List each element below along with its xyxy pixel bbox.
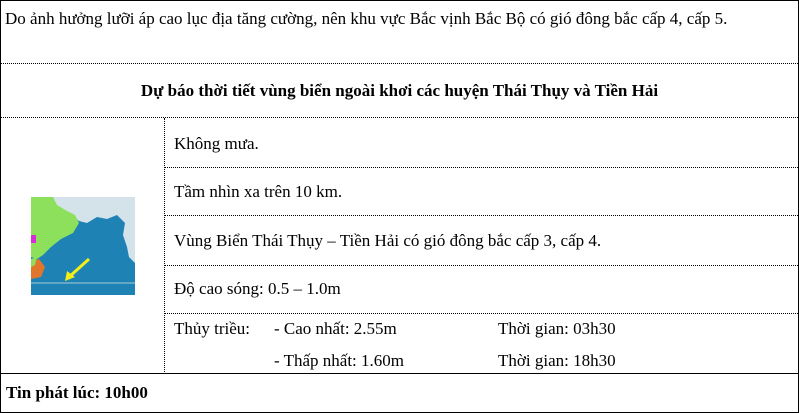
rain-text: Không mưa. (174, 134, 259, 153)
forecast-body (1, 117, 798, 374)
wave-height-text: Độ cao sóng: 0.5 – 1.0m (165, 265, 798, 299)
tide-high-label: - Cao nhất: 2.55m (274, 319, 397, 338)
tide-low-time: Thời gian: 18h30 (498, 351, 616, 370)
forecast-title: Dự báo thời tiết vùng biển ngoài khơi các huyện Thái Thụy và Tiền Hải (1, 63, 798, 118)
intro-paragraph: Do ảnh hưởng lưỡi áp cao lục địa tăng cường, nên khu vực Bắc vịnh Bắc Bộ có gió đông bắc cấp 4, cấp 5. (5, 9, 728, 28)
tide-low-label: - Thấp nhất: 1.60m (274, 351, 404, 370)
wind-map-icon (31, 197, 135, 295)
forecast-details (165, 118, 798, 374)
map-cell (1, 118, 165, 374)
tide-section (165, 313, 798, 374)
issued-time: Tin phát lúc: 10h00 (1, 373, 798, 412)
wind-text: Vùng Biển Thái Thụy – Tiền Hải có gió đông bắc cấp 3, cấp 4. (165, 215, 798, 251)
tide-label: Thủy triều: (174, 319, 251, 338)
visibility-text: Tầm nhìn xa trên 10 km. (165, 167, 798, 202)
tide-high-time: Thời gian: 03h30 (498, 319, 616, 338)
